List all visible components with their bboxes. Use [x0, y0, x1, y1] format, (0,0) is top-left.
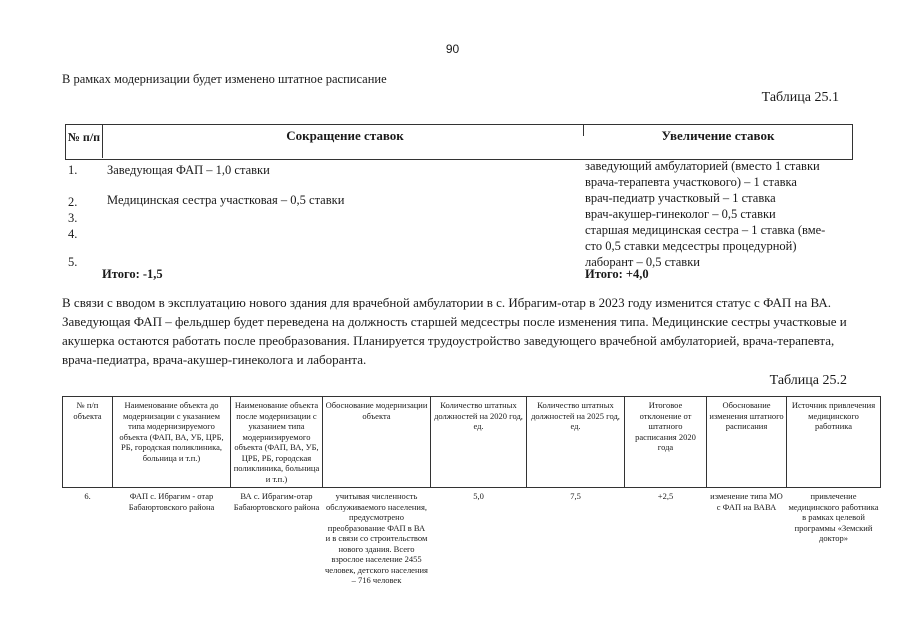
table2-header-cell: Обоснование изменения штатного расписания	[707, 397, 787, 488]
table2-cell: +2,5	[657, 491, 674, 501]
table2-cell: 6.	[84, 491, 91, 501]
table2-cell: 5,0	[473, 491, 484, 501]
table2-header-cell: Наименование объекта до модернизации с указанием типа модернизируемого объекта (ФАП, ВА, УБ, ЦРБ, РБ, городская поликлиника, больница и т.п.)	[113, 397, 231, 488]
table2-cell: ВА с. Ибрагим-отар Бабаюртовского района	[233, 491, 320, 512]
table1-caption: Таблица 25.1	[761, 90, 839, 105]
intro-text: В рамках модернизации будет изменено штатное расписание	[62, 72, 387, 86]
table1-increase-line: сто 0,5 ставки медсестры процедурной)	[585, 239, 797, 253]
page-number: 90	[445, 42, 460, 56]
table2-cell: ФАП с. Ибрагим - отар Бабаюртовского района	[128, 491, 215, 512]
table1-row-num: 2.	[68, 195, 78, 209]
table2-header-cell: № п/п объекта	[63, 397, 113, 488]
table1-header-increase: Увеличение ставок	[661, 128, 775, 143]
table2-cell: 7,5	[570, 491, 581, 501]
table2-header-cell: Количество штатных должностей на 2020 год, ед.	[431, 397, 527, 488]
table1-increase-line: старшая медицинская сестра – 1 ставка (вме-	[585, 223, 826, 237]
table1-increase-line: врач-педиатр участковый – 1 ставка	[585, 191, 776, 205]
table2-cell: учитывая численность обслуживаемого населения, предусмотрено преобразование ФАП в ВА и в связи со строительством нового здания. Всего взрослое население 2455 человек, детского населения – 716 человек	[325, 491, 428, 585]
table2-header-cell: Количество штатных должностей на 2025 год, ед.	[527, 397, 625, 488]
table1-divider	[102, 124, 103, 158]
body-paragraph: В связи с вводом в эксплуатацию нового здания для врачебной амбулатории в с. Ибрагим-отар в 2023 году изменится статус с ФАП на ВА. Заведующая ФАП – фельдшер будет переведена на должность старшей медсестры после изменения типа. Медицинские сестры участковые и акушерка остаются работать после преобразования. Планируется трудоустройство заведующего врачебной амбулаторией, врача-терапевта, врача-педиатра, врача-акушер-гинеколога и лаборанта.	[62, 295, 847, 367]
table2-cell: привлечение медицинского работника в рамках целевой программы «Земский доктор»	[788, 491, 879, 543]
table2-caption: Таблица 25.2	[769, 373, 847, 388]
table-row	[63, 488, 881, 589]
table2	[62, 396, 881, 589]
table2-header-cell: Итоговое отклонение от штатного расписания 2020 года	[625, 397, 707, 488]
table1-row-num: 1.	[68, 163, 78, 177]
table1-total-decrease: Итого: -1,5	[102, 267, 163, 281]
table1-increase-line: врач-акушер-гинеколог – 0,5 ставки	[585, 207, 776, 221]
table2-header-cell: Источник привлечения медицинского работника	[787, 397, 881, 488]
table1-increase-line: заведующий амбулаторией (вместо 1 ставки	[585, 159, 820, 173]
table1-header-num: № п/п	[67, 130, 101, 144]
table1-row-num: 4.	[68, 227, 78, 241]
table2-header-cell: Наименование объекта после модернизации с указанием типа модернизируемого объекта (ФАП, ВА, УБ, ЦРБ, РБ, городская поликлиника, больница и т.п.)	[231, 397, 323, 488]
table1-row-num: 3.	[68, 211, 78, 225]
table2-header-cell: Обоснование модернизации объекта	[323, 397, 431, 488]
table1-increase-line: лаборант – 0,5 ставки	[585, 255, 700, 269]
table1-header-decrease: Сокращение ставок	[286, 128, 404, 143]
table1-row-decrease: Заведующая ФАП – 1,0 ставки	[107, 163, 270, 177]
table1-row-decrease: Медицинская сестра участковая – 0,5 ставки	[107, 193, 345, 207]
table2-cell: изменение типа МО с ФАП на ВАВА	[710, 491, 783, 512]
table1-increase-line: врача-терапевта участкового) – 1 ставка	[585, 175, 797, 189]
table1-total-increase: Итого: +4,0	[585, 267, 649, 281]
table1-divider	[583, 124, 584, 136]
table1-row-num: 5.	[68, 255, 78, 269]
